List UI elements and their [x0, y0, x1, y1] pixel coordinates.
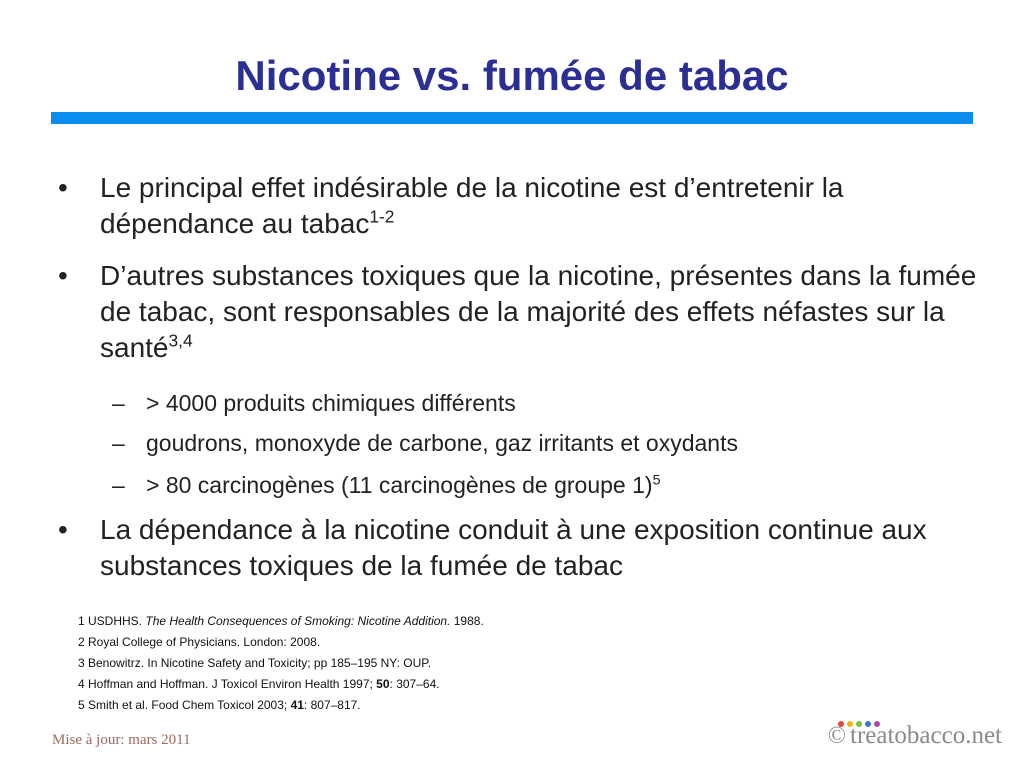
sub-bullet-3-text: > 80 carcinogènes (11 carcinogènes de groupe 1): [146, 472, 653, 498]
sub-bullet-3: [112, 470, 966, 500]
sub-bullet-2: [112, 428, 966, 458]
title-divider: [51, 112, 973, 124]
sub-bullet-3-citation: 5: [652, 472, 661, 489]
sub-bullet-1-text: > 4000 produits chimiques différents: [146, 390, 516, 416]
reference-4-volume: 50: [376, 677, 390, 691]
reference-5-volume: 41: [290, 698, 304, 712]
sub-bullet-2-text: goudrons, monoxyde de carbone, gaz irritants et oxydants: [146, 430, 738, 456]
reference-2: 2 Royal College of Physicians. London: 2008.: [78, 635, 321, 649]
reference-1: 1 USDHHS. The Health Consequences of Smoking: Nicotine Addition. 1988.: [78, 614, 484, 628]
bullet-marker: •: [58, 260, 68, 291]
sub-bullet-1: [112, 388, 966, 418]
bullet-1: [58, 170, 980, 242]
bullet-1-text: Le principal effet indésirable de la nicotine est d’entretenir la dépendance au tabac: [100, 172, 844, 239]
brand-name: treatobacco.net: [850, 722, 1002, 749]
footer-update-date: Mise à jour: mars 2011: [52, 732, 191, 748]
reference-4: 4 Hoffman and Hoffman. J Toxicol Environ Health 1997; 50: 307–64.: [78, 677, 440, 691]
reference-5: 5 Smith et al. Food Chem Toxicol 2003; 41: 807–817.: [78, 698, 361, 712]
reference-3: 3 Benowitrz. In Nicotine Safety and Toxicity; pp 185–195 NY: OUP.: [78, 656, 432, 670]
bullet-1-citation: 1-2: [369, 206, 395, 227]
references: [78, 611, 484, 716]
sub-bullet-marker: –: [112, 472, 125, 498]
copyright-symbol: ©: [827, 723, 846, 749]
bullet-marker: •: [58, 172, 68, 203]
brand-logo: [828, 722, 1002, 750]
bullet-2: [58, 258, 980, 366]
bullet-3: [58, 512, 980, 584]
bullet-2-citation: 3,4: [168, 330, 193, 351]
slide-title: Nicotine vs. fumée de tabac: [235, 52, 789, 99]
sub-bullet-marker: –: [112, 390, 125, 416]
bullet-2-text: D’autres substances toxiques que la nicotine, présentes dans la fumée de tabac, sont responsables de la majorité des effets néfastes sur la santé: [100, 260, 977, 363]
sub-bullet-marker: –: [112, 430, 125, 456]
bullet-marker: •: [58, 514, 68, 545]
reference-1-title: The Health Consequences of Smoking: Nicotine Addition.: [145, 614, 451, 628]
bullet-3-text: La dépendance à la nicotine conduit à une exposition continue aux substances toxiques de la fumée de tabac: [100, 514, 927, 581]
